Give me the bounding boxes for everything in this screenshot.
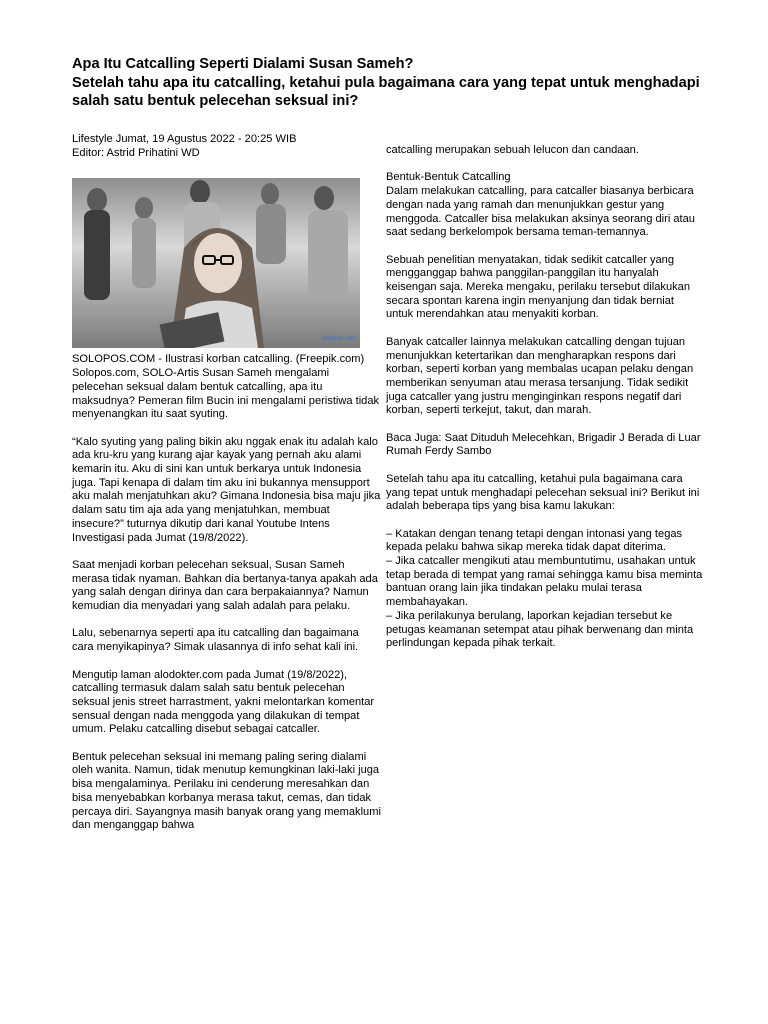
- category-date: Lifestyle Jumat, 19 Agustus 2022 - 20:25 WIB: [72, 133, 297, 145]
- section-heading-paragraph: Bentuk-Bentuk Catcalling Dalam melakukan catcalling, para catcaller biasanya berbicara dengan nada yang ramah dan menunjukkan gestur yang menggoda. Catcaller bisa melakukan aksinya seorang diri atau saat sedang berkelompok bersama teman-temannya.: [386, 171, 695, 239]
- article-meta: [72, 133, 382, 160]
- photo-watermark: Solopos.com: [321, 335, 356, 342]
- paragraph: Sebuah penelitian menyatakan, tidak sedikit catcaller yang mengganggap bahwa panggilan-panggilan itu hanyalah keisengan saja. Mereka mengaku, perilaku tersebut dilakukan secara spontan karena ingin menyanjung dan tidak berniat untuk merendahkan atau menyakiti korban.: [386, 253, 691, 321]
- paragraph: Lalu, sebenarnya seperti apa itu catcalling dan bagaimana cara menyikapinya? Simak ulasannya di info sehat kali ini.: [72, 627, 359, 654]
- paragraph: Banyak catcaller lainnya melakukan catcalling dengan tujuan menunjukkan ketertarikan dan mengharapkan respons dari korban, seperti korban yang membalas ucapan pelaku dengan memberikan senyuman atau merasa tersanjung. Tidak sedikit juga catcaller yang justru menginginkan respons negatif dari korban, seperti terkejut, takut, dan marah.: [386, 335, 694, 417]
- paragraph: Saat menjadi korban pelecehan seksual, Susan Sameh merasa tidak nyaman. Bahkan dia bertanya-tanya apakah ada yang salah dengan dirinya dan cara berpakaiannya? Namun kemudian dia menyadari yang salah adalah para pelaku.: [72, 558, 378, 613]
- headline-title: Apa Itu Catcalling Seperti Dialami Susan Sameh?: [72, 56, 414, 72]
- photo-illustration: [72, 178, 360, 348]
- paragraph: Mengutip laman alodokter.com pada Jumat (19/8/2022), catcalling termasuk dalam salah satu bentuk pelecehan seksual jenis street harrastment, yakni melontarkan komentar sensual dengan nada menggoda yang dilakukan di tempat umum. Pelaku catcalling disebut sebagai catcaller.: [72, 668, 375, 736]
- related-article-link[interactable]: Baca Juga: Saat Dituduh Melecehkan, Brigadir J Berada di Luar Rumah Ferdy Sambo: [386, 431, 701, 458]
- left-column: [72, 133, 382, 847]
- headline-subtitle: Setelah tahu apa itu catcalling, ketahui pula bagaimana cara yang tepat untuk menghadapi salah satu bentuk pelecehan seksual ini?: [72, 74, 700, 109]
- paragraph: Bentuk pelecehan seksual ini memang paling sering dialami oleh wanita. Namun, tidak menutup kemungkinan laki-laki juga bisa mengalaminya. Perilaku ini cenderung meresahkan dan bisa menyebabkan korbanya merasa takut, cemas, dan tidak percaya diri. Sayangnya masih banyak orang yang memaklumi dan menganggap bahwa: [72, 750, 381, 832]
- paragraph: SOLOPOS.COM - Ilustrasi korban catcalling. (Freepik.com) Solopos.com, SOLO-Artis Susan Sameh mengalami pelecehan seksual dalam bentuk catcalling, apa itu maksudnya? Pemeran film Bucin ini mengalami peristiwa tidak menyenangkan itu saat syuting.: [72, 353, 380, 421]
- paragraph: catcalling merupakan sebuah lelucon dan candaan.: [386, 144, 639, 156]
- editor-credit: Editor: Astrid Prihatini WD: [72, 146, 200, 159]
- tips-list: – Katakan dengan tenang tetapi dengan intonasi yang tegas kepada pelaku bahwa sikap mereka tidak dapat diterima. – Jika catcaller mengikuti atau membuntutimu, usahakan untuk tetap berada di tempat yang ramai sehingga kamu bisa meminta bantuan orang lain jika tindakan pelaku mulai terasa membahayakan. – Jika perilakunya berulang, laporkan kejadian tersebut ke petugas keamanan setempat atau pihak berwenang dan minta perlindungan kepada pihak terkait.: [386, 527, 703, 650]
- paragraph: Setelah tahu apa itu catcalling, ketahui pula bagaimana cara yang tepat untuk menghadapi pelecehan seksual ini? Berikut ini adalah beberapa tips yang bisa kamu lakukan:: [386, 472, 700, 513]
- paragraph: “Kalo syuting yang paling bikin aku nggak enak itu adalah kalo ada kru-kru yang kurang ajar kayak yang pernah aku alami kemarin itu. Aku di sini kan untuk berkarya untuk Indonesia juga. Tapi kenapa di dalam tim aku ini bukannya mensupport aku malah menjatuhkan aku? Gimana Indonesia bisa maju jika dalam satu tim aja ada yang menjatuhkan, membuat insecure?” tuturnya dikutip dari kanal Youtube Intens Investigasi pada Jumat (19/8/2022).: [72, 435, 381, 544]
- article-headline: [72, 55, 712, 111]
- article-photo: [72, 178, 360, 348]
- right-column: [386, 144, 704, 665]
